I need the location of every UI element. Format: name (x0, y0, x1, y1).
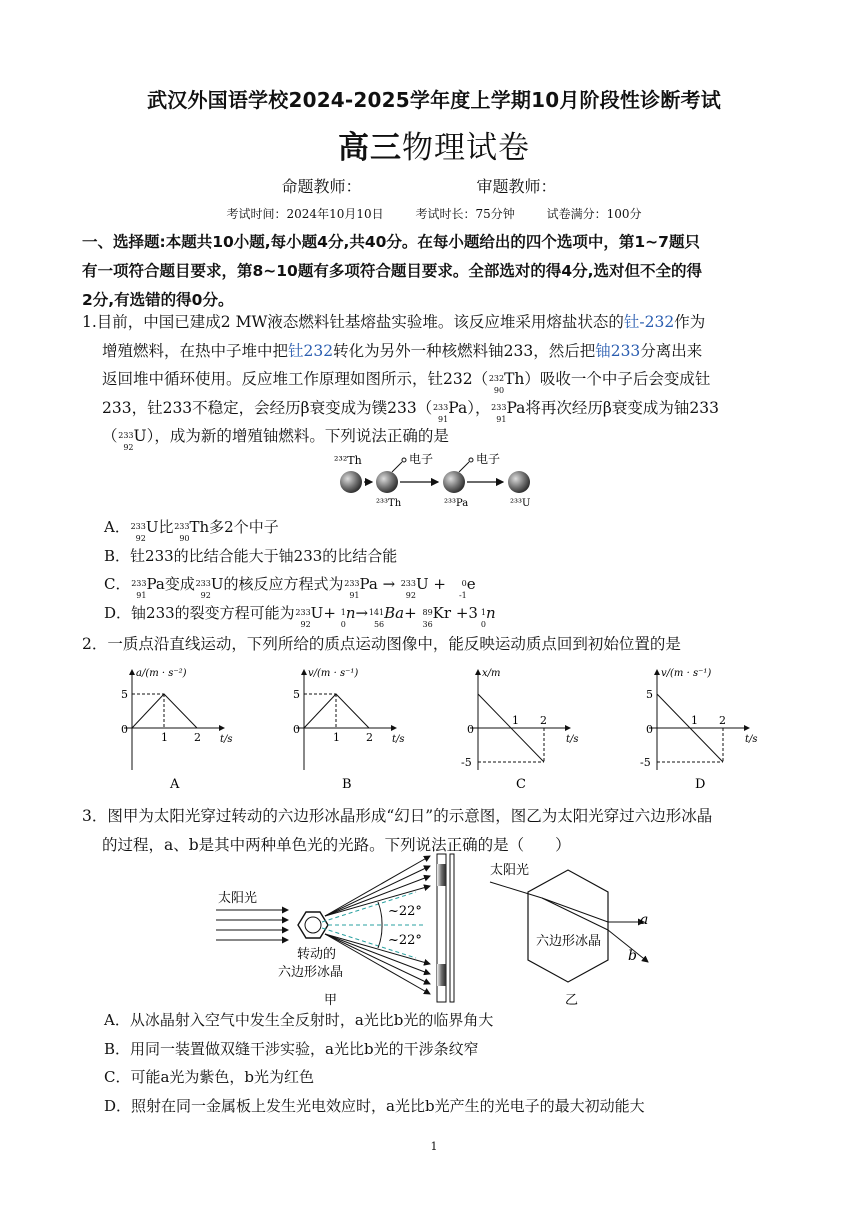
figure-jia (216, 854, 454, 1008)
graph-b (293, 668, 405, 792)
graph-b-x2: 2 (366, 731, 373, 744)
graph-c-ylabel: x/m (482, 668, 501, 679)
section-line-3: 2分,有选错的得0分。 (82, 291, 234, 309)
question-3-options (104, 1006, 794, 1120)
q1-line-5: （ 233 92 U），成为新的增殖铀燃料。下列说法正确的是 (102, 427, 449, 453)
jia-angle-2: ~22° (388, 933, 422, 948)
graph-c-caption: C (516, 777, 526, 792)
q1-line-4: 233，钍233不稳定，会经历β衰变成为镤233（ 233 91 Pa）， 233 91 Pa将再次经历β衰变成为铀233 (102, 398, 719, 424)
question-1-stem (82, 308, 790, 451)
pa233-label: ²³³Pa (444, 498, 469, 509)
q3-line-2: 的过程，a、b是其中两种单色光的光路。下列说法正确的是（ ） (102, 835, 571, 854)
q3-option-c[interactable]: C．可能a光为紫色，b光为红色 (104, 1068, 315, 1086)
q1-option-a[interactable]: A． 233 92 U比 233 90 Th多2个中子 (104, 518, 279, 543)
setter-label: 命题教师： (281, 177, 362, 196)
graph-a-caption: A (170, 777, 180, 792)
graph-b-x1: 1 (333, 731, 340, 744)
figure-yi (490, 862, 648, 1008)
u233-label: ²³³U (510, 498, 531, 509)
graph-d-xlabel: t/s (745, 734, 758, 745)
jia-hexagon (298, 912, 328, 938)
page-number: 1 (430, 1140, 438, 1153)
graph-c-origin: 0 (467, 723, 474, 736)
q1-line-3: 返回堆中循环使用。反应堆工作原理如图所示，钍232（ 232 90 Th）吸收一个中子后会变成钍 (102, 370, 711, 396)
paper-subtitle (0, 122, 868, 167)
question-3-stem (82, 802, 790, 859)
graph-b-ytick: 5 (293, 688, 300, 701)
electron-2 (469, 458, 473, 462)
graph-d-x1: 1 (691, 714, 698, 727)
question-2-stem: 2．一质点沿直线运动，下列所给的质点运动图像中，能反映运动质点回到初始位置的是 (82, 635, 681, 653)
q3-figures (200, 852, 670, 1010)
section-line-2: 有一项符合题目要求，第8~10题有多项符合题目要求。全部选对的得4分,选对但不全的得 (82, 262, 703, 280)
graph-d-origin: 0 (646, 723, 653, 736)
yi-crystal-label: 六边形冰晶 (536, 934, 602, 949)
pa233-nucleus (443, 471, 465, 493)
jia-sun-label: 太阳光 (218, 891, 258, 906)
graph-a-xlabel: t/s (220, 734, 233, 745)
graph-c-ytick: -5 (461, 756, 472, 769)
q3-line-1: 3．图甲为太阳光穿过转动的六边形冰晶形成“幻日”的示意图，图乙为太阳光穿过六边形冰晶 (82, 807, 713, 825)
q1-option-b[interactable]: B．钍233的比结合能大于铀233的比结合能 (104, 546, 398, 565)
graph-d-caption: D (695, 777, 706, 792)
graph-b-xlabel: t/s (392, 734, 405, 745)
reviewer-label: 审题教师： (476, 177, 557, 196)
u233-nucleus (508, 471, 530, 493)
jia-angle-1: ~22° (388, 904, 422, 919)
th232-nucleus (340, 471, 362, 493)
q1-option-c[interactable]: C． 233 91 Pa变成 233 92 U的核反应方程式为 233 91 Pa → 233 92 U + 0 -1 e (104, 575, 476, 600)
graph-d-x2: 2 (719, 714, 726, 727)
electron-emit-2 (459, 462, 469, 472)
graph-c-x2: 2 (540, 714, 547, 727)
graph-b-origin: 0 (293, 723, 300, 736)
th233-nucleus (376, 471, 398, 493)
electron-label-2: 电子 (476, 452, 501, 466)
graph-d-ylabel: v/(m · s⁻¹) (661, 668, 712, 679)
electron-label-1: 电子 (409, 452, 434, 466)
full-score: 试卷满分：100分 (546, 207, 642, 221)
th233-label: ²³³Th (376, 498, 402, 509)
exam-time: 考试时间：2024年10月10日 (226, 207, 384, 221)
question-1-options (104, 513, 794, 627)
jia-crystal-label-2: 六边形冰晶 (278, 965, 344, 980)
q3-option-d[interactable]: D．照射在同一金属板上发生光电效应时，a光比b光产生的光电子的最大初动能大 (104, 1096, 645, 1115)
graph-a (121, 668, 233, 792)
yi-hexagon (528, 870, 608, 982)
jia-crystal-label-1: 转动的 (297, 947, 337, 962)
graph-a-ytick: 5 (121, 688, 128, 701)
graph-d-ytick-neg: -5 (640, 756, 651, 769)
graph-a-x1: 1 (161, 731, 168, 744)
yi-caption: 乙 (565, 993, 579, 1008)
graph-d (640, 668, 758, 792)
q2-graphs (112, 664, 782, 796)
q1-line-1: 1.目前，中国已建成2 MW液态燃料钍基熔盐实验堆。该反应堆采用熔盐状态的钍-232作为 (82, 313, 706, 331)
graph-a-ylabel: a/(m · s⁻²) (136, 668, 187, 679)
q1-option-d[interactable]: D．铀233的裂变方程可能为 233 92 U+ 1 0 n→ 141 56 Ba+ 89 36 Kr +3 1 0 n (104, 603, 496, 629)
q3-option-a[interactable]: A．从冰晶射入空气中发生全反射时，a光比b光的临界角大 (104, 1011, 494, 1029)
graph-c-xlabel: t/s (566, 734, 579, 745)
section-line-1: 一、选择题:本题共10小题,每小题4分,共40分。在每小题给出的四个选项中，第1~7题只 (82, 233, 700, 251)
graph-c (461, 668, 579, 792)
graph-c-x1: 1 (512, 714, 519, 727)
graph-b-ylabel: v/(m · s⁻¹) (308, 668, 359, 679)
teachers-line (0, 174, 868, 197)
q1-line-2: 增殖燃料，在热中子堆中把钍232转化为另外一种核燃料铀233，然后把铀233分离出来 (102, 341, 703, 360)
yi-sun-label: 太阳光 (490, 863, 530, 878)
electron-emit-1 (392, 462, 402, 472)
graph-d-ytick: 5 (646, 688, 653, 701)
graph-a-origin: 0 (121, 723, 128, 736)
decay-chain-diagram (330, 446, 540, 512)
section-instructions (82, 228, 790, 315)
electron-1 (402, 458, 406, 462)
yi-ray-b: b (628, 948, 637, 964)
grade-label: 高三 (338, 130, 402, 166)
graph-a-x2: 2 (194, 731, 201, 744)
graph-b-caption: B (342, 777, 352, 792)
th232-label: ²³²Th (334, 454, 362, 467)
exam-meta (0, 205, 868, 222)
jia-caption: 甲 (324, 993, 338, 1008)
exam-title: 武汉外国语学校2024-2025学年度上学期10月阶段性诊断考试 (147, 88, 721, 112)
subject-label: 物理试卷 (402, 130, 530, 166)
yi-ray-a: a (640, 912, 649, 928)
exam-duration: 考试时长：75分钟 (415, 207, 515, 221)
q3-option-b[interactable]: B．用同一装置做双缝干涉实验，a光比b光的干涉条纹窄 (104, 1039, 479, 1058)
